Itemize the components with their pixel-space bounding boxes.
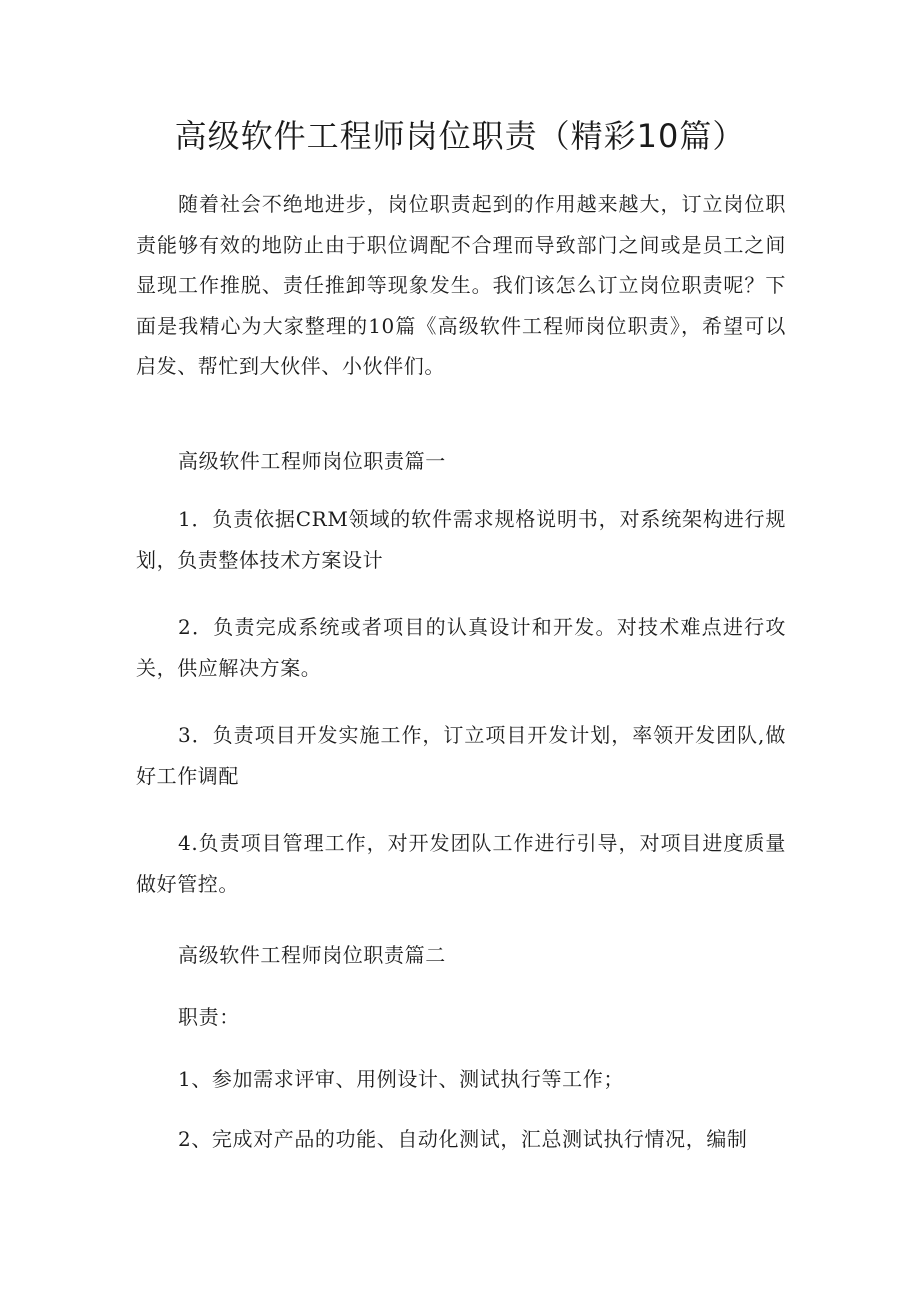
section-heading-1: 高级软件工程师岗位职责篇一 [178, 449, 446, 473]
section2-label: 职责： [178, 1005, 240, 1029]
section2-item-2: 2、完成对产品的功能、自动化测试，汇总测试执行情况，编制 [178, 1127, 748, 1151]
section1-item-4: 4.负责项目管理工作，对开发团队工作进行引导，对项目进度质量做好管控。 [136, 831, 786, 896]
section1-item-3: 3．负责项目开发实施工作，订立项目开发计划，率领开发团队,做好工作调配 [136, 723, 786, 788]
section1-item-2: 2．负责完成系统或者项目的认真设计和开发。对技术难点进行攻关，供应解决方案。 [136, 615, 786, 680]
section-heading-2: 高级软件工程师岗位职责篇二 [178, 943, 446, 967]
section2-item-1: 1、参加需求评审、用例设计、测试执行等工作； [178, 1067, 624, 1091]
intro-paragraph: 随着社会不绝地进步，岗位职责起到的作用越来越大，订立岗位职责能够有效的地防止由于职位调配不合理而导致部门之间或是员工之间显现工作推脱、责任推卸等现象发生。我们该怎么订立岗位职责呢？下面是我精心为大家整理的10篇《高级软件工程师岗位职责》，希望可以启发、帮忙到大伙伴、小伙伴们。 [136, 192, 786, 378]
section1-item-1: 1．负责依据CRM领域的软件需求规格说明书，对系统架构进行规划，负责整体技术方案设计 [136, 507, 786, 572]
document-title: 高级软件工程师岗位职责（精彩10篇） [174, 117, 746, 155]
